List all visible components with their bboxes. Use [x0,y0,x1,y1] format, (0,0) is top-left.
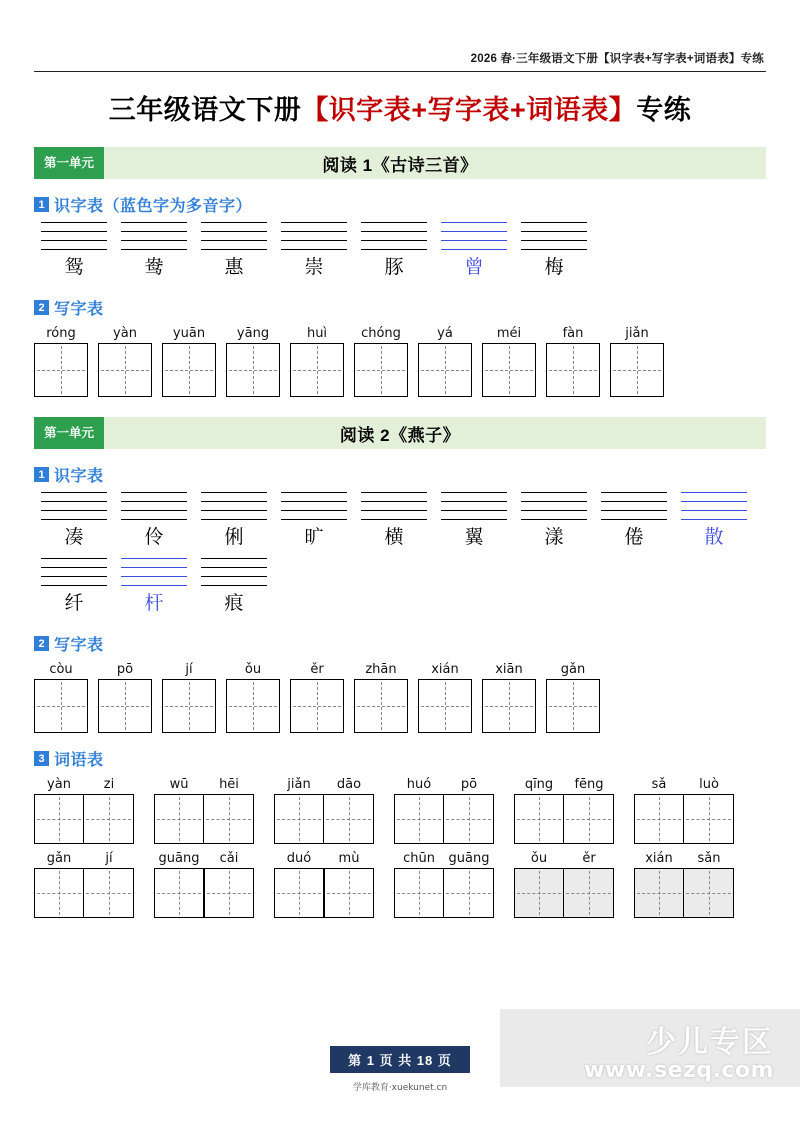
pinyin-label: pō [460,777,478,792]
word-pinyin [514,776,614,794]
hanzi: 横 [384,526,404,548]
pinyin-label: cǎi [219,851,239,866]
hanzi: 杆 [144,592,164,614]
pinyin-lines [601,492,667,522]
ciyu-item [394,850,494,918]
shizi-char-cell [34,252,114,282]
pinyin-lines [521,222,587,252]
shizi-char-cell [434,522,514,552]
watermark-title: 少儿专区 [646,1025,774,1059]
pinyin-lines [201,222,267,252]
ciyu-item [394,776,494,844]
ciyu-item [34,850,134,918]
pinyin-lines [441,492,507,522]
tianzi-box[interactable] [162,679,216,733]
shizi-line-cell [34,492,114,522]
pinyin-label: xiān [495,662,523,677]
word-pinyin [634,850,734,868]
hanzi: 痕 [224,592,244,614]
pinyin-lines [281,492,347,522]
xiezi-item [418,661,472,733]
pinyin-lines [521,492,587,522]
tianzi-box[interactable] [204,794,254,844]
section-heading [34,463,766,486]
word-boxes [514,868,614,918]
xiezi-item [418,325,472,397]
ciyu-row [34,776,766,844]
shizi-line-cell [194,492,274,522]
shizi-lines-row [34,492,766,522]
pinyin-label: ǒu [530,851,548,866]
ciyu-item [274,776,374,844]
shizi-lines-row [34,222,766,252]
pinyin-label: zi [103,777,115,792]
pinyin-lines [441,222,507,252]
pinyin-label: jí [105,851,113,866]
tianzi-box[interactable] [226,679,280,733]
unit-tag: 第一单元 [34,147,104,179]
pinyin-label: guāng [448,851,490,866]
tianzi-box[interactable] [84,868,134,918]
shizi-char-cell [194,522,274,552]
shizi-char-cell [194,588,274,618]
section-heading [34,632,766,655]
hanzi: 伶 [144,526,164,548]
xiezi-item [546,325,600,397]
word-pinyin [274,776,374,794]
hanzi: 崇 [304,256,324,278]
tianzi-box[interactable] [226,343,280,397]
section-heading [34,296,766,319]
pinyin-lines [121,492,187,522]
shizi-line-cell [354,222,434,252]
pinyin-label: chóng [361,326,401,341]
hanzi: 纤 [64,592,84,614]
tianzi-box[interactable] [34,794,84,844]
pinyin-label: róng [46,326,76,341]
hanzi: 倦 [624,526,644,548]
tianzi-box[interactable] [290,679,344,733]
shizi-char-cell [114,522,194,552]
xiezi-item [290,325,344,397]
shizi-line-cell [114,492,194,522]
hanzi: 鸳 [64,256,84,278]
tianzi-box[interactable] [154,868,204,918]
tianzi-box[interactable] [684,794,734,844]
section-title: 识字表 [54,468,104,485]
word-boxes [154,794,254,844]
pinyin-label: yá [437,326,453,341]
pinyin-label: méi [496,326,522,341]
word-boxes [634,868,734,918]
xiezi-item [546,661,600,733]
pinyin-label: xián [431,662,459,677]
xiezi-item [290,661,344,733]
pinyin-label: luò [699,777,719,792]
word-boxes [274,868,374,918]
tianzi-box[interactable] [634,794,684,844]
ciyu-item [514,850,614,918]
section-title: 写字表 [54,637,104,654]
footer-source: 学库教育·xuekunet.cn [352,1083,448,1093]
pinyin-label: gǎn [46,851,72,866]
word-pinyin [34,776,134,794]
tianzi-box[interactable] [564,868,614,918]
word-pinyin [274,850,374,868]
shizi-char-row [34,588,766,618]
word-boxes [34,868,134,918]
xiezi-row [34,325,766,397]
pinyin-lines [41,558,107,588]
shizi-line-cell [514,222,594,252]
shizi-line-cell [114,222,194,252]
xiezi-item [354,325,408,397]
word-pinyin [634,776,734,794]
tianzi-box[interactable] [684,868,734,918]
tianzi-box[interactable] [610,343,664,397]
page-title-highlight: 【识字表+写字表+词语表】 [301,95,637,125]
shizi-line-cell [274,222,354,252]
pinyin-lines [41,222,107,252]
page-title [34,88,766,127]
section-title: 词语表 [54,752,104,769]
xiezi-item [34,325,88,397]
xiezi-item [98,661,152,733]
xiezi-item [482,661,536,733]
pinyin-label: hēi [219,777,239,792]
hanzi: 惠 [224,256,244,278]
shizi-char-row [34,522,766,552]
word-pinyin [394,776,494,794]
tianzi-box[interactable] [634,868,684,918]
pinyin-label: huì [306,326,328,341]
ciyu-row [34,850,766,918]
tianzi-box[interactable] [354,343,408,397]
tianzi-box[interactable] [418,343,472,397]
tianzi-box[interactable] [290,343,344,397]
tianzi-box[interactable] [354,679,408,733]
ciyu-item [154,776,254,844]
tianzi-box[interactable] [564,794,614,844]
pinyin-label: còu [49,662,73,677]
pinyin-label: zhān [365,662,397,677]
shizi-line-cell [354,492,434,522]
section-heading [34,193,766,216]
page-title-post: 专练 [636,95,692,125]
xiezi-item [162,325,216,397]
page-footer [0,1046,800,1093]
pinyin-label: yàn [47,777,71,792]
pinyin-label: jiǎn [625,326,649,341]
ciyu-item [634,850,734,918]
tianzi-box[interactable] [444,794,494,844]
xiezi-item [34,661,88,733]
pinyin-label: qīng [524,777,554,792]
pinyin-label: mù [338,851,360,866]
section-number: 3 [34,751,49,766]
pinyin-label: dāo [336,777,362,792]
word-boxes [154,868,254,918]
tianzi-box[interactable] [514,868,564,918]
shizi-char-row [34,252,766,282]
pinyin-lines [201,492,267,522]
pinyin-lines [361,222,427,252]
ciyu-item [514,776,614,844]
tianzi-box[interactable] [274,868,324,918]
tianzi-box[interactable] [482,343,536,397]
tianzi-box[interactable] [482,679,536,733]
shizi-row [34,492,766,552]
xiezi-item [226,661,280,733]
tianzi-box[interactable] [154,794,204,844]
pinyin-label: guāng [158,851,200,866]
shizi-char-cell [354,522,434,552]
word-pinyin [34,850,134,868]
hanzi: 曾 [464,256,484,278]
hanzi: 散 [704,526,724,548]
ciyu-item [34,776,134,844]
xiezi-item [482,325,536,397]
section-title: 识字表（蓝色字为多音字） [54,198,253,215]
word-boxes [34,794,134,844]
unit-band [34,147,766,179]
shizi-line-cell [514,492,594,522]
tianzi-box[interactable] [98,679,152,733]
shizi-char-cell [274,252,354,282]
xiezi-item [162,661,216,733]
tianzi-box[interactable] [34,343,88,397]
pinyin-label: sǎn [697,851,721,866]
tianzi-box[interactable] [34,868,84,918]
word-boxes [274,794,374,844]
hanzi: 鸯 [144,256,164,278]
word-pinyin [514,850,614,868]
hanzi: 旷 [304,526,324,548]
pinyin-label: pō [116,662,134,677]
shizi-char-cell [514,252,594,282]
header-divider [34,71,766,72]
section-number: 2 [34,300,49,315]
shizi-char-cell [194,252,274,282]
pinyin-label: duó [286,851,312,866]
pinyin-label: yàn [113,326,137,341]
pinyin-lines [201,558,267,588]
shizi-char-cell [434,252,514,282]
ciyu-item [634,776,734,844]
shizi-char-cell [674,522,754,552]
word-pinyin [154,850,254,868]
shizi-char-cell [274,522,354,552]
pinyin-lines [41,492,107,522]
section-number: 1 [34,467,49,482]
word-pinyin [154,776,254,794]
shizi-line-cell [274,492,354,522]
pinyin-label: yāng [236,326,270,341]
pinyin-lines [121,558,187,588]
xiezi-item [354,661,408,733]
word-boxes [394,794,494,844]
tianzi-box[interactable] [98,343,152,397]
pinyin-lines [361,492,427,522]
tianzi-box[interactable] [444,868,494,918]
shizi-char-cell [354,252,434,282]
unit-band [34,417,766,449]
ciyu-item [154,850,254,918]
xiezi-row [34,661,766,733]
pinyin-label: gǎn [560,662,586,677]
pinyin-lines [681,492,747,522]
xiezi-item [610,325,664,397]
lesson-title: 阅读 1《古诗三首》 [322,155,478,175]
section-number: 1 [34,197,49,212]
word-boxes [394,868,494,918]
tianzi-box[interactable] [34,679,88,733]
pinyin-label: xián [645,851,673,866]
hanzi: 豚 [384,256,404,278]
tianzi-box[interactable] [546,343,600,397]
word-boxes [514,794,614,844]
tianzi-box[interactable] [324,794,374,844]
section-number: 2 [34,636,49,651]
pinyin-label: ěr [582,851,596,866]
header-label: 2026 春·三年级语文下册【识字表+写字表+词语表】专练 [470,53,764,65]
tianzi-box[interactable] [418,679,472,733]
tianzi-box[interactable] [162,343,216,397]
pinyin-lines [121,222,187,252]
pinyin-label: yuān [172,326,206,341]
hanzi: 漾 [544,526,564,548]
xiezi-item [226,325,280,397]
shizi-char-cell [34,588,114,618]
hanzi: 凑 [64,526,84,548]
hanzi: 梅 [544,256,564,278]
shizi-line-cell [434,222,514,252]
xiezi-item [98,325,152,397]
tianzi-box[interactable] [514,794,564,844]
shizi-char-cell [114,588,194,618]
pinyin-label: jiǎn [287,777,311,792]
shizi-line-cell [194,222,274,252]
shizi-row [34,558,766,618]
tianzi-box[interactable] [394,868,444,918]
shizi-char-cell [594,522,674,552]
lesson-title: 阅读 2《燕子》 [339,425,461,445]
unit-tag: 第一单元 [34,417,104,449]
page-title-pre: 三年级语文下册 [108,95,302,125]
shizi-row [34,222,766,282]
tianzi-box[interactable] [324,868,374,918]
pinyin-label: chūn [403,851,435,866]
pinyin-label: jí [185,662,193,677]
shizi-line-cell [34,222,114,252]
shizi-char-cell [114,252,194,282]
pinyin-lines [281,222,347,252]
shizi-lines-row [34,558,766,588]
pinyin-label: fēng [574,777,604,792]
word-boxes [634,794,734,844]
tianzi-box[interactable] [204,868,254,918]
pinyin-label: fàn [562,326,584,341]
shizi-line-cell [434,492,514,522]
shizi-line-cell [674,492,754,522]
shizi-line-cell [594,492,674,522]
pinyin-label: wū [169,777,189,792]
tianzi-box[interactable] [546,679,600,733]
word-pinyin [394,850,494,868]
pinyin-label: huó [406,777,432,792]
page-number: 第 1 页 共 18 页 [330,1046,470,1073]
tianzi-box[interactable] [394,794,444,844]
hanzi: 俐 [224,526,244,548]
shizi-char-cell [34,522,114,552]
hanzi: 翼 [464,526,484,548]
shizi-line-cell [114,558,194,588]
pinyin-label: ǒu [244,662,262,677]
watermark-url: www.sezq.com [584,1058,774,1083]
ciyu-item [274,850,374,918]
shizi-line-cell [194,558,274,588]
pinyin-label: ěr [310,662,324,677]
tianzi-box[interactable] [84,794,134,844]
section-heading [34,747,766,770]
tianzi-box[interactable] [274,794,324,844]
shizi-char-cell [514,522,594,552]
lessons-container [34,147,766,918]
shizi-line-cell [34,558,114,588]
section-title: 写字表 [54,301,104,318]
pinyin-label: sǎ [651,777,667,792]
